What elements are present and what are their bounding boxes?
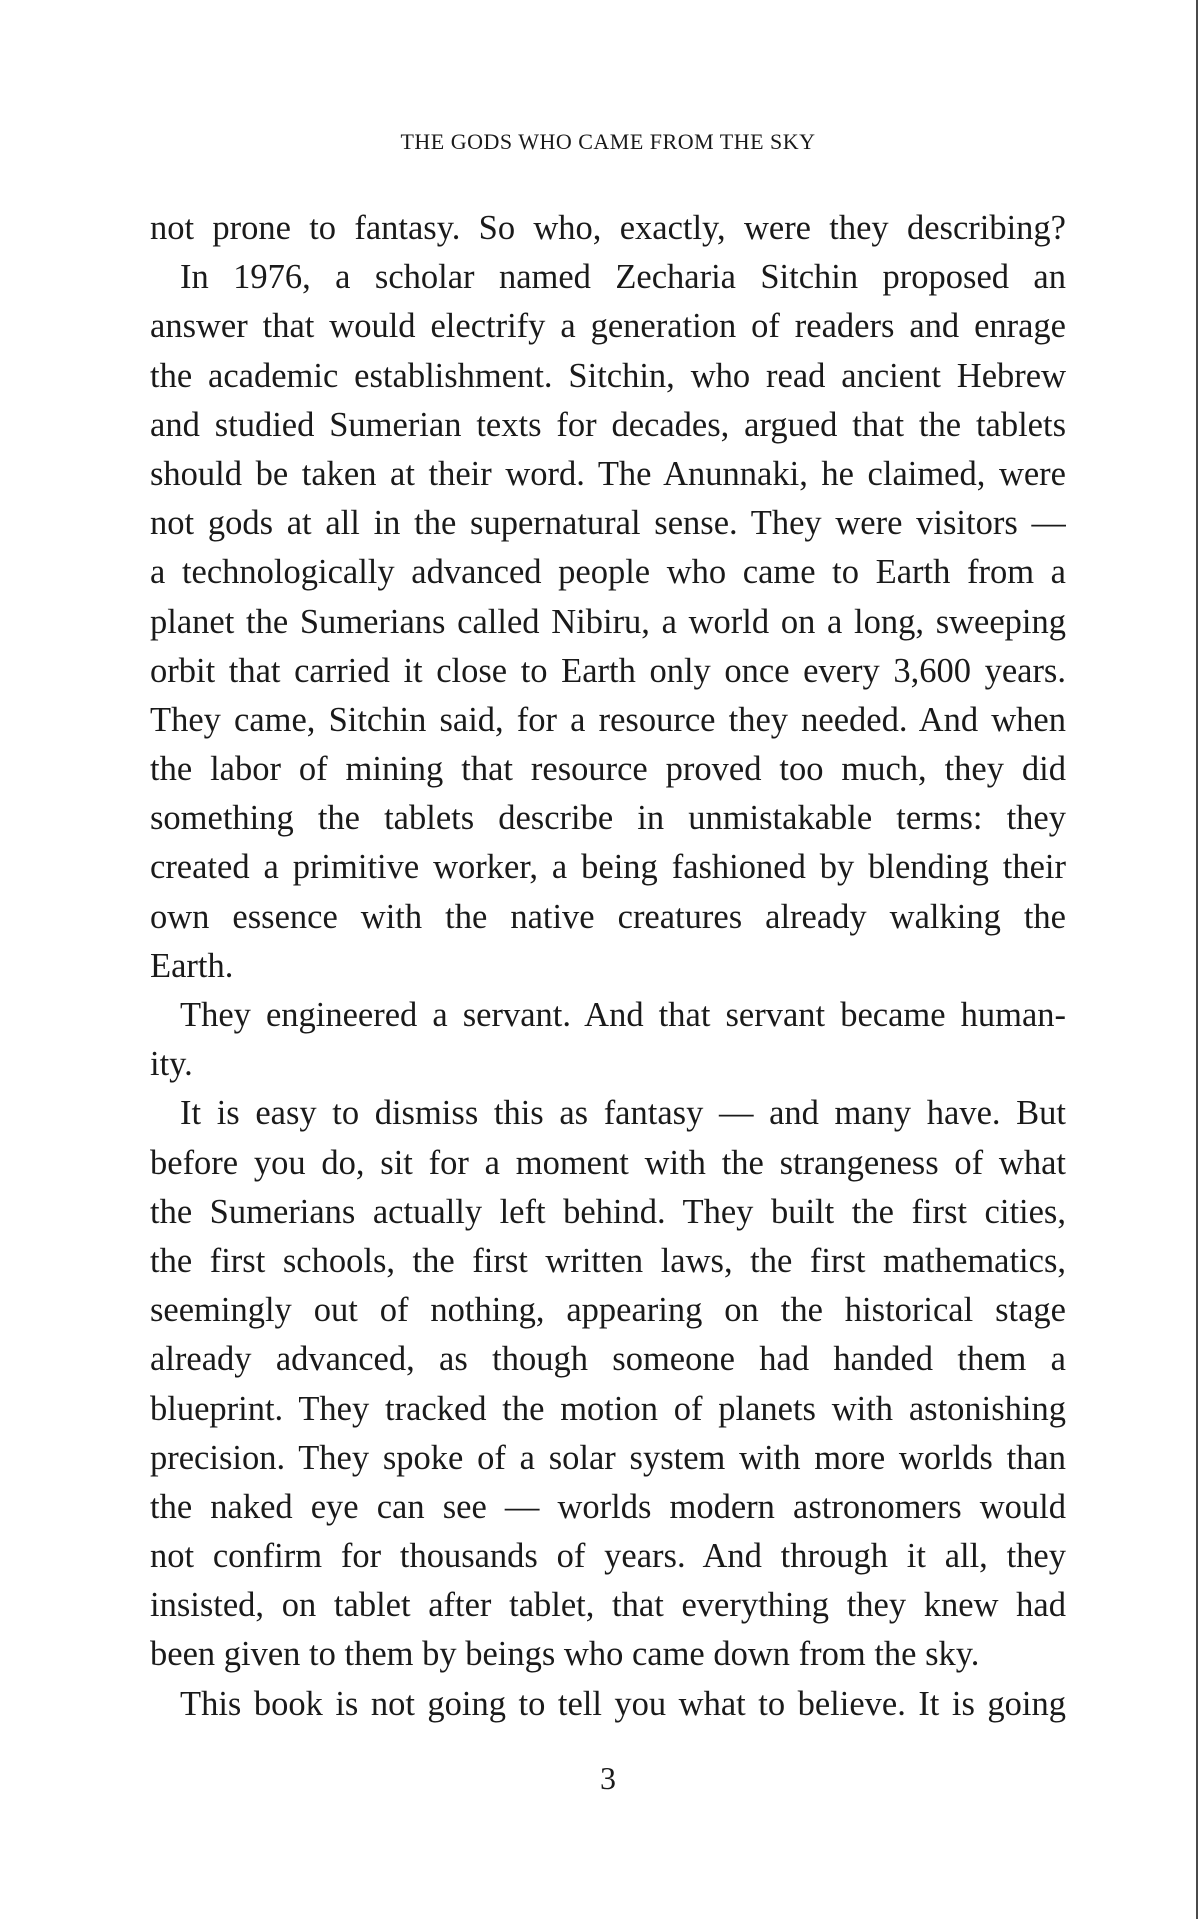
running-head: THE GODS WHO CAME FROM THE SKY <box>400 129 816 154</box>
text-line: a technologically advanced people who came to Earth from a <box>150 553 1066 592</box>
text-line: not gods at all in the supernatural sense. They were visitors — <box>150 504 1066 543</box>
body-text <box>150 204 1066 1729</box>
text-line: answer that would electrify a generation of readers and enrage <box>150 307 1066 346</box>
text-line: seemingly out of nothing, appearing on the historical stage <box>150 1291 1066 1330</box>
text-line: the academic establishment. Sitchin, who read ancient Hebrew <box>150 356 1066 395</box>
text-line: the labor of mining that resource proved too much, they did <box>150 750 1066 789</box>
text-line: orbit that carried it close to Earth only once every 3,600 years. <box>150 651 1066 690</box>
text-line: already advanced, as though someone had handed them a <box>150 1340 1066 1379</box>
text-line: not confirm for thousands of years. And through it all, they <box>150 1537 1066 1576</box>
text-line: It is easy to dismiss this as fantasy — and many have. But <box>180 1094 1066 1133</box>
text-line: something the tablets describe in unmistakable terms: they <box>150 799 1066 838</box>
text-line: This book is not going to tell you what to believe. It is going <box>180 1684 1066 1723</box>
text-line: blueprint. They tracked the motion of planets with astonishing <box>150 1389 1066 1428</box>
text-line: been given to them by beings who came down from the sky. <box>150 1635 980 1674</box>
text-line: the naked eye can see — worlds modern astronomers would <box>150 1487 1066 1526</box>
text-line: and studied Sumerian texts for decades, argued that the tablets <box>150 405 1066 444</box>
text-line: created a primitive worker, a being fashioned by blending their <box>150 848 1066 887</box>
text-line: the Sumerians actually left behind. They built the first cities, <box>150 1192 1066 1231</box>
text-line: They engineered a servant. And that servant became human- <box>180 996 1066 1034</box>
text-line: the first schools, the first written laws, the first mathematics, <box>150 1241 1066 1280</box>
text-line: Earth. <box>150 946 234 985</box>
text-line: not prone to fantasy. So who, exactly, were they describing? <box>150 209 1066 247</box>
text-line: precision. They spoke of a solar system with more worlds than <box>150 1438 1066 1477</box>
text-line: They came, Sitchin said, for a resource they needed. And when <box>150 700 1066 739</box>
text-line: planet the Sumerians called Nibiru, a world on a long, sweeping <box>150 602 1066 641</box>
page-edge-line <box>1196 0 1198 1919</box>
text-line: before you do, sit for a moment with the strangeness of what <box>150 1143 1066 1182</box>
page-number: 3 <box>600 1760 616 1796</box>
text-line: insisted, on tablet after tablet, that everything they knew had <box>150 1586 1066 1625</box>
text-line: own essence with the native creatures already walking the <box>150 897 1066 936</box>
text-line: In 1976, a scholar named Zecharia Sitchin proposed an <box>180 258 1066 297</box>
text-line: ity. <box>150 1045 193 1084</box>
text-line: should be taken at their word. The Anunnaki, he claimed, were <box>150 454 1066 493</box>
